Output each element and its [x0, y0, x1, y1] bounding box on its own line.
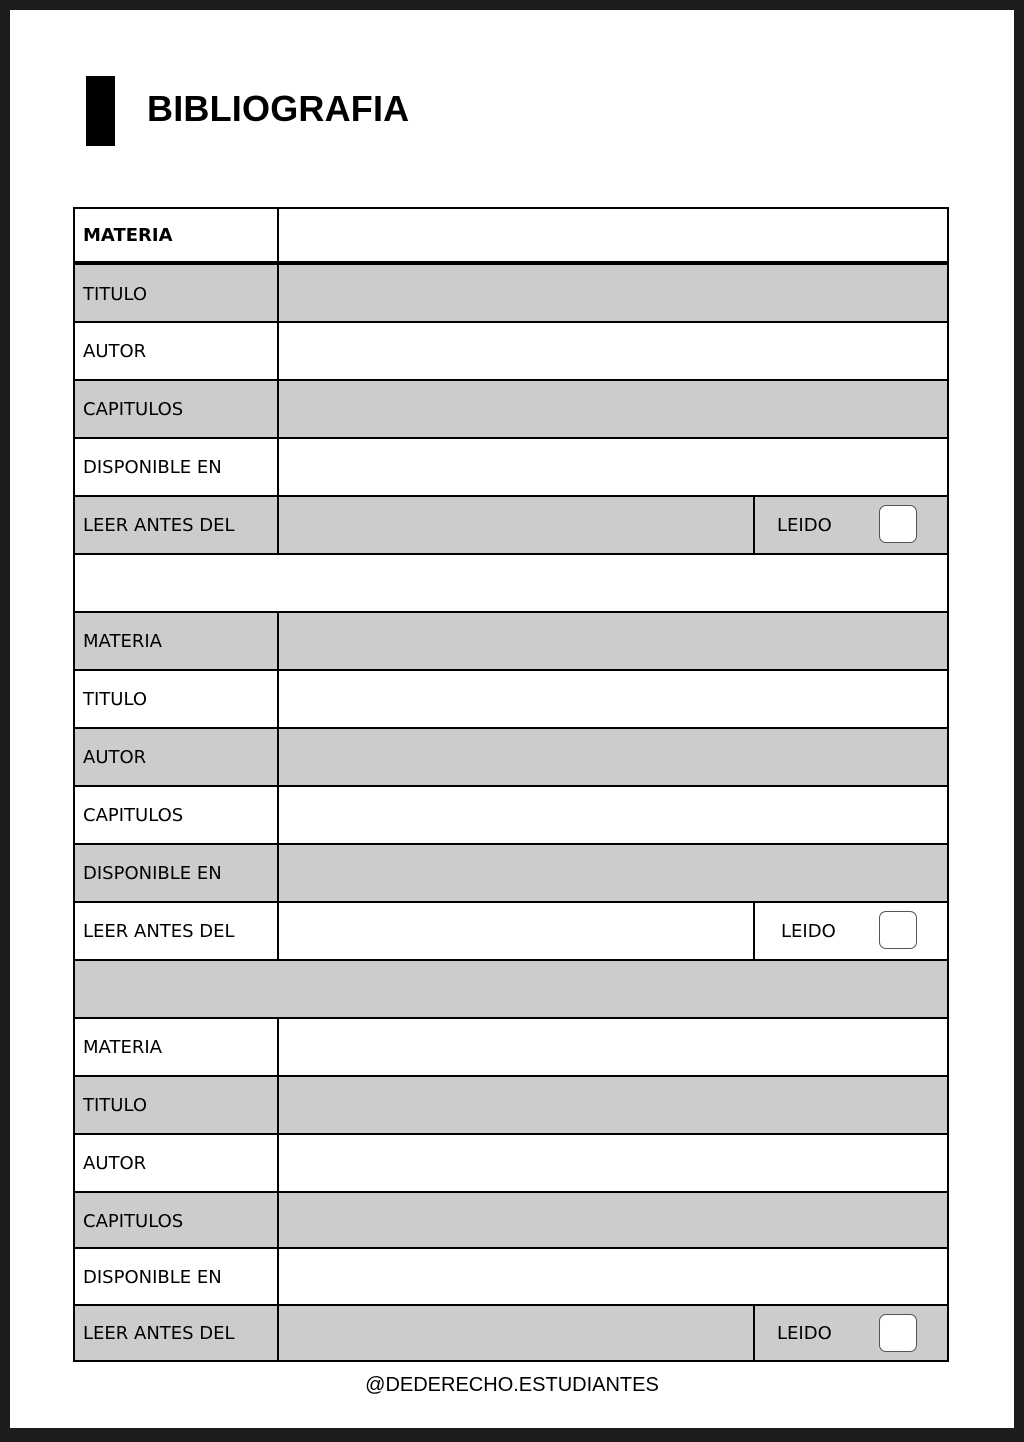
- leer-antes-label: LEER ANTES DEL: [75, 1306, 279, 1360]
- titulo-label: TITULO: [75, 1077, 279, 1133]
- disponible-field[interactable]: [279, 845, 947, 901]
- leer-antes-field[interactable]: [279, 497, 755, 553]
- bibliography-form: [73, 207, 949, 1362]
- materia-row: [75, 1017, 947, 1075]
- autor-row: [75, 1133, 947, 1191]
- materia-row: [75, 209, 947, 265]
- titulo-row: [75, 265, 947, 323]
- disponible-row: [75, 843, 947, 901]
- leido-label: LEIDO: [781, 920, 836, 942]
- disponible-field[interactable]: [279, 439, 947, 495]
- capitulos-label: CAPITULOS: [75, 381, 279, 437]
- capitulos-field[interactable]: [279, 1193, 947, 1249]
- leido-label: LEIDO: [777, 1322, 832, 1344]
- disponible-label: DISPONIBLE EN: [75, 439, 279, 495]
- leido-cell: [755, 497, 947, 553]
- titulo-label: TITULO: [75, 671, 279, 727]
- autor-field[interactable]: [279, 323, 947, 379]
- form-page: [10, 10, 1014, 1428]
- titulo-field[interactable]: [279, 265, 947, 323]
- autor-row: [75, 321, 947, 379]
- footer-handle: @DEDERECHO.ESTUDIANTES: [365, 1374, 659, 1396]
- leer-antes-field[interactable]: [279, 1306, 755, 1360]
- autor-field[interactable]: [279, 729, 947, 785]
- leer-antes-row: [75, 901, 947, 959]
- autor-label: AUTOR: [75, 729, 279, 785]
- materia-field[interactable]: [279, 209, 947, 261]
- materia-label: MATERIA: [75, 1019, 279, 1075]
- title-accent-bar: [86, 76, 115, 146]
- capitulos-row: [75, 785, 947, 843]
- capitulos-row: [75, 379, 947, 437]
- leer-antes-row: [75, 1304, 947, 1360]
- autor-label: AUTOR: [75, 1135, 279, 1191]
- disponible-row: [75, 1247, 947, 1305]
- leido-label: LEIDO: [777, 514, 832, 536]
- capitulos-field[interactable]: [279, 381, 947, 437]
- disponible-row: [75, 437, 947, 495]
- capitulos-row: [75, 1191, 947, 1249]
- capitulos-label: CAPITULOS: [75, 1193, 279, 1249]
- leer-antes-label: LEER ANTES DEL: [75, 903, 279, 959]
- section-divider: [75, 959, 947, 1017]
- capitulos-field[interactable]: [279, 787, 947, 843]
- capitulos-label: CAPITULOS: [75, 787, 279, 843]
- materia-field[interactable]: [279, 1019, 947, 1075]
- leido-checkbox[interactable]: [879, 505, 917, 543]
- disponible-field[interactable]: [279, 1249, 947, 1305]
- titulo-row: [75, 1075, 947, 1133]
- page-title: BIBLIOGRAFIA: [147, 88, 410, 129]
- disponible-label: DISPONIBLE EN: [75, 1249, 279, 1305]
- leer-antes-row: [75, 495, 947, 553]
- leer-antes-field[interactable]: [279, 903, 755, 959]
- disponible-label: DISPONIBLE EN: [75, 845, 279, 901]
- leido-cell: [755, 1306, 947, 1360]
- materia-label: MATERIA: [75, 613, 279, 669]
- leido-cell: [755, 903, 947, 959]
- materia-label: MATERIA: [75, 209, 279, 261]
- titulo-field[interactable]: [279, 1077, 947, 1133]
- titulo-label: TITULO: [75, 265, 279, 323]
- materia-field[interactable]: [279, 613, 947, 669]
- materia-row: [75, 611, 947, 669]
- autor-field[interactable]: [279, 1135, 947, 1191]
- titulo-field[interactable]: [279, 671, 947, 727]
- section-divider: [75, 553, 947, 611]
- leido-checkbox[interactable]: [879, 1314, 917, 1352]
- leido-checkbox[interactable]: [879, 911, 917, 949]
- titulo-row: [75, 669, 947, 727]
- leer-antes-label: LEER ANTES DEL: [75, 497, 279, 553]
- autor-label: AUTOR: [75, 323, 279, 379]
- autor-row: [75, 727, 947, 785]
